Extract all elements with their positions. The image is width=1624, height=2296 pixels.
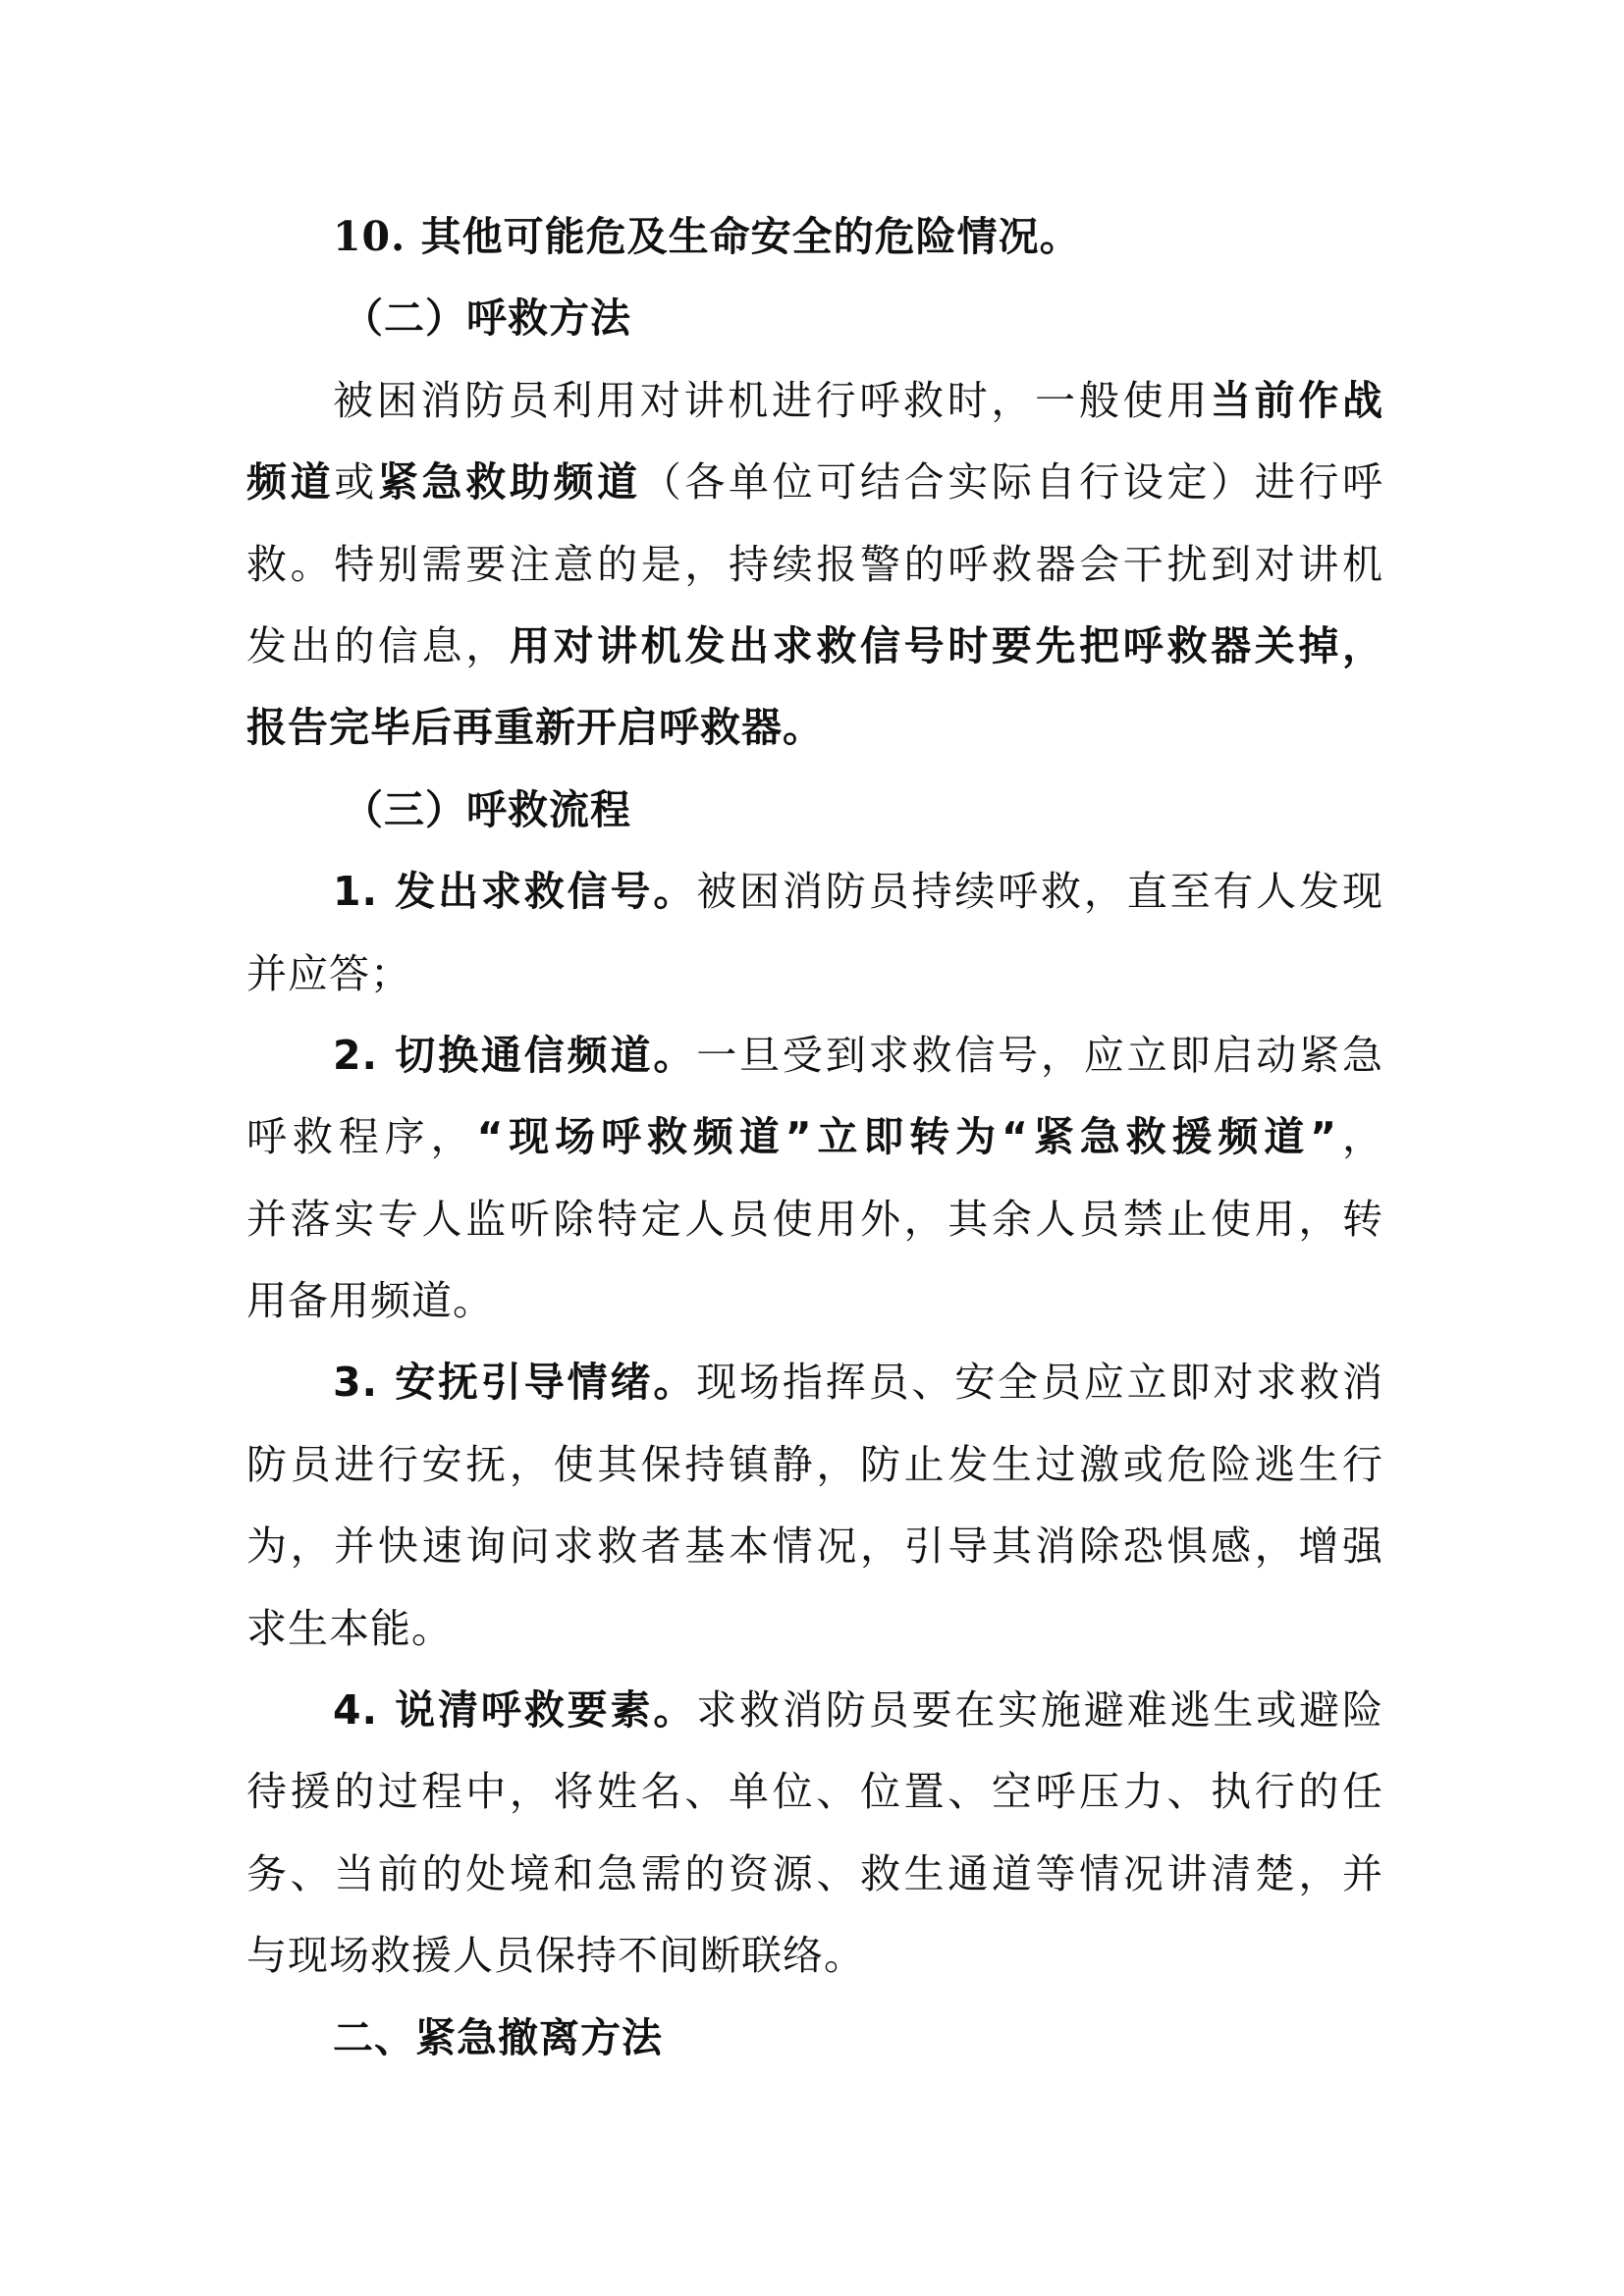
step-title: 3. 安抚引导情绪。 <box>333 1359 697 1407</box>
paragraph-line <box>246 360 1383 442</box>
text-run: 用备用频道。 <box>246 1277 494 1325</box>
step-1-line <box>246 851 1383 933</box>
text-run: 求生本能。 <box>246 1604 453 1652</box>
text-run: 发出的信息， <box>246 621 510 669</box>
item-10-text: 10. 其他可能危及生命安全的危险情况。 <box>333 213 1081 260</box>
bold-text-run: 当前作战 <box>1210 376 1384 424</box>
chapter-heading-text: 二、紧急撤离方法 <box>333 2013 663 2061</box>
paragraph-line <box>246 606 1383 687</box>
text-run: 呼救程序， <box>246 1113 477 1161</box>
paragraph-line <box>246 442 1383 523</box>
paragraph-line <box>246 524 1383 606</box>
bold-text-run: 紧急救助频道 <box>377 458 641 507</box>
text-run: （各单位可结合实际自行设定）进行呼 <box>640 458 1384 507</box>
step-3-line <box>246 1424 1383 1506</box>
step-4-line <box>246 1915 1383 1997</box>
step-title: 1. 发出求救信号。 <box>333 868 697 916</box>
step-2-line <box>246 1179 1383 1260</box>
text-run: 并落实专人监听除特定人员使用外，其余人员禁止使用，转 <box>246 1195 1383 1243</box>
step-4-line <box>246 1834 1383 1915</box>
step-title: 2. 切换通信频道。 <box>333 1031 697 1079</box>
step-3-line <box>246 1506 1383 1587</box>
text-run: 救。特别需要注意的是，持续报警的呼救器会干扰到对讲机 <box>246 540 1383 588</box>
section-heading-call-method <box>246 278 1383 359</box>
text-run: 与现场救援人员保持不间断联络。 <box>246 1932 865 1980</box>
step-4-line <box>246 1751 1383 1833</box>
bold-text-run: 用对讲机发出求救信号时要先把呼救器关掉， <box>509 621 1384 669</box>
text-run: 务、当前的处境和急需的资源、救生通道等情况讲清楚，并 <box>246 1849 1383 1897</box>
paragraph-line <box>246 687 1383 769</box>
chapter-heading-emergency-evacuation <box>246 1998 1383 2079</box>
step-2-line <box>246 1260 1383 1342</box>
text-run: 求救消防员要在实施避难逃生或避险 <box>696 1686 1383 1735</box>
section-heading-call-procedure <box>246 770 1383 851</box>
bold-text-run: 报告完毕后再重新开启呼救器。 <box>246 704 824 752</box>
item-10 <box>246 196 1383 278</box>
text-run: 现场指挥员、安全员应立即对求救消 <box>696 1359 1383 1407</box>
text-run: 被困消防员利用对讲机进行呼救时，一般使用 <box>333 376 1211 424</box>
step-2-line <box>246 1096 1383 1178</box>
document-body <box>246 196 1383 2079</box>
bold-text-run: “现场呼救频道”立即转为“紧急救援频道” <box>476 1113 1338 1161</box>
text-run: 被困消防员持续呼救，直至有人发现 <box>696 868 1383 916</box>
bold-text-run: 频道 <box>246 458 335 507</box>
text-run: 一旦受到求救信号，应立即启动紧急 <box>696 1031 1383 1079</box>
text-run: 为，并快速询问求救者基本情况，引导其消除恐惧感，增强 <box>246 1522 1383 1571</box>
step-2-line <box>246 1015 1383 1096</box>
step-3-line <box>246 1588 1383 1670</box>
section-heading-text: （二）呼救方法 <box>343 294 631 343</box>
text-run: ， <box>1337 1113 1384 1161</box>
section-heading-text: （三）呼救流程 <box>343 785 631 833</box>
text-run: 待援的过程中，将姓名、单位、位置、空呼压力、执行的任 <box>246 1768 1383 1816</box>
step-title: 4. 说清呼救要素。 <box>333 1686 697 1735</box>
step-1-line <box>246 934 1383 1015</box>
text-run: 防员进行安抚，使其保持镇静，防止发生过激或危险逃生行 <box>246 1440 1383 1488</box>
step-3-line <box>246 1342 1383 1423</box>
text-run: 或 <box>334 458 378 507</box>
text-run: 并应答； <box>246 949 411 997</box>
step-4-line <box>246 1670 1383 1751</box>
